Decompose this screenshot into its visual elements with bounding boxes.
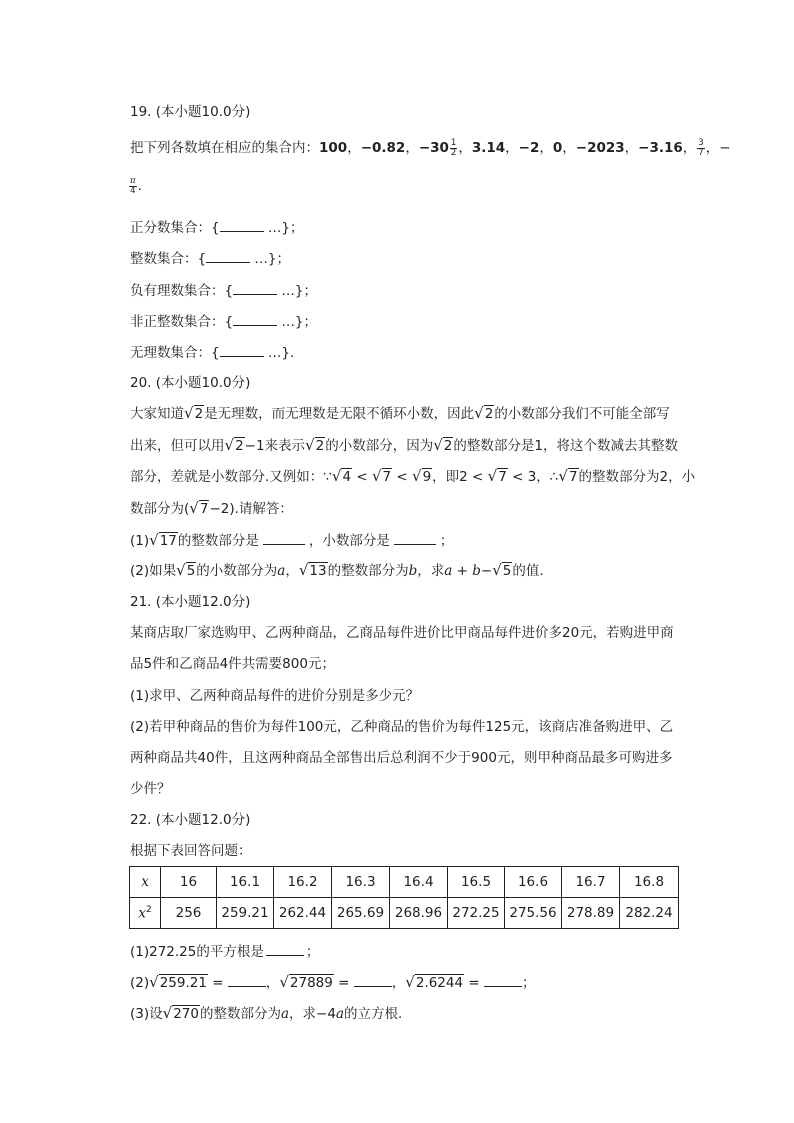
text: (1) xyxy=(130,533,150,549)
radicand: 2 xyxy=(443,438,453,454)
text: 数部分为( xyxy=(130,501,190,517)
table-cell: 278.89 xyxy=(562,898,620,929)
radicand: 17 xyxy=(159,533,177,549)
set-tail: …}. xyxy=(263,345,295,361)
text: 出来，但可以用 xyxy=(130,438,225,454)
sqrt-expr: √4 xyxy=(331,467,352,485)
text: 的整数部分是 xyxy=(177,533,259,549)
table-cell: 282.24 xyxy=(620,898,679,929)
text: ， xyxy=(285,563,299,579)
text: − xyxy=(480,563,493,579)
numerator: 1 xyxy=(450,137,457,148)
q19-set-irrationals xyxy=(130,342,294,363)
table-cell: 16.8 xyxy=(620,867,679,898)
sep: ， xyxy=(405,140,419,156)
answer-blank[interactable] xyxy=(354,972,392,987)
set-tail: …}； xyxy=(277,314,317,330)
sep: ， xyxy=(347,140,361,156)
set-tail: …}； xyxy=(250,251,290,267)
q21-line: 两种商品共40件，且这两种商品全部售出后总利润不少于900元，则甲种商品最多可购进多 xyxy=(130,750,673,766)
sqrt-expr: √9 xyxy=(412,467,432,485)
sqrt-expr: √7 xyxy=(371,467,392,485)
radicand: 2 xyxy=(235,438,244,454)
answer-blank[interactable] xyxy=(228,972,266,987)
set-tail: …}； xyxy=(263,220,304,236)
set-tail: …}； xyxy=(277,283,317,299)
answer-blank[interactable] xyxy=(394,530,436,545)
radicand: 7 xyxy=(382,469,392,485)
sep: ， xyxy=(624,140,639,156)
sep: ， xyxy=(562,140,576,156)
q20-header: 20. (本小题10.0分) xyxy=(130,375,251,391)
text: = xyxy=(464,975,484,991)
sqrt-expr: √13 xyxy=(298,561,327,579)
answer-blank[interactable] xyxy=(484,972,522,987)
num: 0 xyxy=(552,140,563,156)
q20-paragraph-line xyxy=(130,467,695,487)
text: 的整数部分是1，将这个数减去其整数 xyxy=(453,438,678,454)
answer-blank[interactable] xyxy=(263,530,305,545)
q19-set-nonpositive-integers xyxy=(130,311,317,332)
table-cell: 259.21 xyxy=(217,898,274,929)
text: (1)272.25的平方根是 xyxy=(130,944,264,960)
q19-set-integers xyxy=(130,248,290,269)
set-label: 整数集合：{ xyxy=(130,251,207,267)
text: −2).请解答： xyxy=(209,501,293,517)
table-cell: 16.7 xyxy=(562,867,620,898)
radicand: 2.6244 xyxy=(415,975,464,991)
q22-subquestion-2 xyxy=(130,972,535,993)
num: 100 xyxy=(319,140,348,156)
text: < xyxy=(352,469,372,485)
sqrt-expr: √2 xyxy=(184,404,204,422)
table-cell: 275.56 xyxy=(505,898,562,929)
neg-sign: − xyxy=(719,140,731,156)
text: < xyxy=(392,469,413,485)
text: ，小数部分是 xyxy=(308,533,390,549)
num: −30 xyxy=(418,140,449,156)
text: ； xyxy=(521,975,536,991)
denominator: 4 xyxy=(130,185,136,196)
text: 的小数部分，因为 xyxy=(325,438,434,454)
table-row-header: x xyxy=(130,867,161,898)
variable: b xyxy=(408,563,418,579)
q22-header: 22. (本小题12.0分) xyxy=(130,812,251,828)
text: < 3，∴ xyxy=(507,469,559,485)
radicand: 7 xyxy=(199,501,209,517)
text: 部分，差就是小数部分.又例如：∵ xyxy=(130,469,332,485)
table-cell: 16.3 xyxy=(332,867,390,898)
text: 的立方根. xyxy=(344,1006,403,1022)
sqrt-expr: √7 xyxy=(189,499,209,517)
table-row-header xyxy=(130,898,161,929)
num: −0.82 xyxy=(360,140,406,156)
table-cell: 16.1 xyxy=(217,867,274,898)
radicand: 9 xyxy=(422,469,432,485)
variable: a xyxy=(277,563,286,579)
denominator: 2 xyxy=(450,147,457,158)
sqrt-expr: √2 xyxy=(305,436,325,454)
q21-line: 品5件和乙商品4件共需要800元； xyxy=(130,656,335,672)
denominator: 7 xyxy=(698,147,704,158)
radicand: 27889 xyxy=(289,975,333,991)
sqrt-expr: √17 xyxy=(149,531,177,549)
text: ， xyxy=(391,975,406,991)
variable: a xyxy=(335,1006,344,1022)
q21-line: 某商店取厂家选购甲、乙两种商品，乙商品每件进价比甲商品每件进价多20元，若购进甲商 xyxy=(130,625,674,641)
set-label: 非正整数集合：{ xyxy=(130,314,234,330)
answer-blank[interactable] xyxy=(233,311,277,326)
sep: ， xyxy=(539,140,553,156)
q19-set-negative-rationals xyxy=(130,280,317,301)
numerator: π xyxy=(130,175,136,186)
fraction-pi-4 xyxy=(129,177,137,196)
text: (2)如果 xyxy=(130,563,177,579)
sqrt-expr: √259.21 xyxy=(149,973,207,991)
sqrt-expr: √270 xyxy=(162,1004,199,1022)
radicand: 7 xyxy=(568,469,578,485)
radicand: 2 xyxy=(484,406,494,422)
set-label: 负有理数集合：{ xyxy=(130,283,234,299)
squares-table xyxy=(129,866,679,929)
text: ， xyxy=(265,975,280,991)
q21-line: 少件？ xyxy=(130,781,171,797)
table-cell: 265.69 xyxy=(332,898,390,929)
sep: ， xyxy=(705,140,720,156)
text: 的整数部分为 xyxy=(199,1006,281,1022)
fraction-3-7 xyxy=(697,139,704,158)
num: 3.14 xyxy=(471,140,506,156)
sqrt-expr: √5 xyxy=(492,561,512,579)
table-cell: 16.5 xyxy=(448,867,505,898)
text: 大家知道 xyxy=(130,406,184,422)
q21-header: 21. (本小题12.0分) xyxy=(130,594,251,610)
table-cell: 268.96 xyxy=(390,898,448,929)
table-cell: 16.2 xyxy=(274,867,332,898)
sqrt-expr: √7 xyxy=(487,467,507,485)
variable: b xyxy=(472,563,481,579)
sqrt-expr: √2 xyxy=(224,436,244,454)
text: 的整数部分为2，小 xyxy=(578,469,696,485)
mixed-fraction xyxy=(450,139,457,158)
sqrt-expr: √27889 xyxy=(279,973,333,991)
table-row-x-squared xyxy=(130,898,679,929)
q20-paragraph-line xyxy=(130,499,293,519)
table-row-x xyxy=(130,867,679,898)
q19-intro-text: 把下列各数填在相应的集合内： xyxy=(130,140,319,156)
q20-subquestion-2 xyxy=(130,561,544,581)
sep: ， xyxy=(458,140,472,156)
text: ，求 xyxy=(417,563,445,579)
table-cell: 16.6 xyxy=(505,867,562,898)
table-cell: 256 xyxy=(161,898,217,929)
radicand: 13 xyxy=(309,563,327,579)
radicand: 2 xyxy=(315,438,325,454)
q19-header: 19. (本小题10.0分) xyxy=(130,104,251,120)
variable: a xyxy=(444,563,453,579)
text: 是无理数，而无理数是无限不循环小数，因此 xyxy=(204,406,475,422)
set-label: 正分数集合：{ xyxy=(130,220,220,236)
q20-subquestion-1 xyxy=(130,530,453,551)
answer-blank[interactable] xyxy=(220,342,264,357)
answer-blank[interactable] xyxy=(206,248,250,263)
text: + xyxy=(452,563,473,579)
text: = xyxy=(333,975,354,991)
period: . xyxy=(137,178,142,194)
table-cell: 16 xyxy=(161,867,217,898)
radicand: 4 xyxy=(342,469,352,485)
sqrt-expr: √2 xyxy=(433,436,453,454)
q20-paragraph-line xyxy=(130,404,670,424)
q19-pi-line xyxy=(128,176,142,196)
variable: x xyxy=(138,905,146,922)
radicand: 5 xyxy=(186,563,196,579)
radicand: 2 xyxy=(194,406,204,422)
q22-subquestion-1 xyxy=(130,941,319,962)
text: 的小数部分为 xyxy=(196,563,278,579)
answer-blank[interactable] xyxy=(220,217,264,232)
radicand: 270 xyxy=(173,1006,199,1022)
text: = xyxy=(207,975,228,991)
numerator: 3 xyxy=(698,137,704,148)
sqrt-expr: √2 xyxy=(474,404,494,422)
text: ，即2 < xyxy=(432,469,488,485)
set-label: 无理数集合：{ xyxy=(130,345,220,361)
text: ； xyxy=(439,533,454,549)
q19-set-positive-fractions xyxy=(130,217,303,238)
text: 的小数部分我们不可能全部写 xyxy=(494,406,670,422)
sep: ， xyxy=(505,140,519,156)
text: ，求−4 xyxy=(289,1006,336,1022)
table-cell: 16.4 xyxy=(390,867,448,898)
num: −2 xyxy=(518,140,540,156)
sep: ， xyxy=(682,140,697,156)
radicand: 5 xyxy=(502,563,512,579)
q20-paragraph-line xyxy=(130,436,678,456)
q19-intro xyxy=(130,138,731,158)
radicand: 7 xyxy=(498,469,507,485)
table-cell: 272.25 xyxy=(448,898,505,929)
exponent: 2 xyxy=(145,904,152,915)
q22-subquestion-3 xyxy=(130,1004,402,1024)
text: (2) xyxy=(130,975,150,991)
text: ； xyxy=(305,944,320,960)
table-cell: 262.44 xyxy=(274,898,332,929)
answer-blank[interactable] xyxy=(233,280,277,295)
text: −1来表示 xyxy=(244,438,306,454)
variable: a xyxy=(280,1006,290,1022)
q21-line: (2)若甲种商品的售价为每件100元，乙种商品的售价为每件125元，该商店准备购进甲、乙 xyxy=(130,719,674,735)
q21-line: (1)求甲、乙两种商品每件的进价分别是多少元？ xyxy=(130,688,420,704)
sqrt-expr: √2.6244 xyxy=(405,973,464,991)
num: −3.16 xyxy=(638,140,683,156)
text: 的整数部分为 xyxy=(327,563,409,579)
text: 的值. xyxy=(512,563,544,579)
q22-intro: 根据下表回答问题： xyxy=(130,843,252,859)
num: −2023 xyxy=(575,140,625,156)
answer-blank[interactable] xyxy=(266,941,304,956)
text: (3)设 xyxy=(130,1006,163,1022)
sqrt-expr: √7 xyxy=(558,467,578,485)
sqrt-expr: √5 xyxy=(176,561,196,579)
radicand: 259.21 xyxy=(159,975,207,991)
